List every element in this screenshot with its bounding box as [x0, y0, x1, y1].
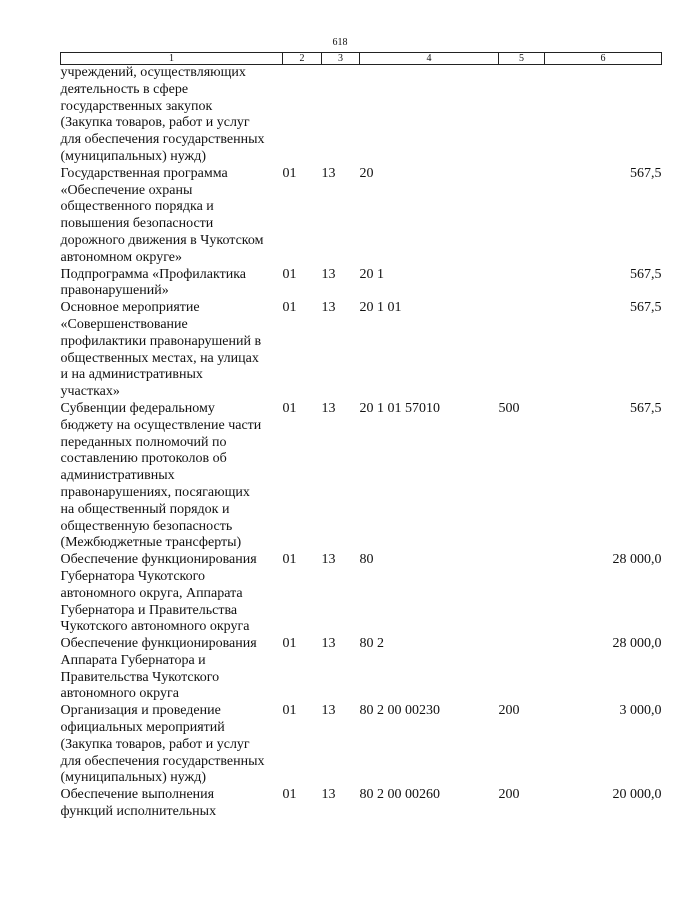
row-name-text: учреждений, осуществляющих деятельность в сфере государственных закупок (Закупка товаров, работ и услуг для обеспечения государственных (муниципальных) нужд): [60, 65, 265, 164]
row-target-article-code: 80 2 00 00260: [359, 787, 440, 803]
row-amount: 567,5: [630, 300, 662, 316]
table-row: [61, 401, 662, 552]
row-section-code: 01: [282, 266, 297, 282]
row-subsection-code: [322, 65, 360, 166]
row-section-code: 01: [282, 787, 297, 803]
row-section-code: 01: [282, 400, 297, 416]
table-row: [61, 636, 662, 703]
row-target-article-code: 80 2: [359, 636, 384, 652]
row-subsection-code: 13: [321, 787, 336, 803]
row-amount: 28 000,0: [612, 636, 662, 652]
row-amount: 567,5: [630, 400, 662, 416]
row-amount: 20 000,0: [612, 787, 662, 803]
row-subsection-code: 13: [321, 703, 336, 719]
row-name-text: Подпрограмма «Профилактика правонарушений»: [60, 266, 247, 299]
column-header-6: 6: [545, 53, 662, 65]
row-expense-type-code: 200: [498, 703, 520, 719]
column-header-3: 3: [322, 53, 360, 65]
row-name: [61, 166, 283, 267]
row-name: [61, 267, 283, 301]
row-name-text: Государственная программа «Обеспечение охраны общественного порядка и повышения безопасности дорожного движения в Чукотском автономном округе»: [60, 165, 264, 265]
column-header-4: 4: [360, 53, 499, 65]
row-subsection-code: 13: [321, 266, 336, 282]
row-section-code: 01: [282, 703, 297, 719]
table-row: [61, 552, 662, 636]
row-target-article-code: [360, 65, 499, 166]
table-row: [61, 166, 662, 267]
table-row: [61, 300, 662, 401]
row-subsection-code: 13: [321, 300, 336, 316]
row-name-text: Основное мероприятие «Совершенствование профилактики правонарушений в общественных местах, на улицах и на административных участках»: [60, 300, 262, 400]
row-name-text: Обеспечение функционирования Аппарата Губернатора и Правительства Чукотского автономного округа: [60, 636, 257, 702]
row-amount: 3 000,0: [619, 703, 662, 719]
row-subsection-code: 13: [321, 165, 336, 181]
row-name: [61, 401, 283, 552]
row-name-text: Обеспечение функционирования Губернатора Чукотского автономного округа, Аппарата Губернатора и Правительства Чукотского автономного округа: [60, 552, 257, 635]
table-row: [61, 65, 662, 166]
row-expense-type-code: [499, 267, 545, 301]
row-name: [61, 552, 283, 636]
budget-table: [60, 52, 662, 821]
row-name-text: Субвенции федеральному бюджету на осуществление части переданных полномочий по составлению протоколов об административных правонарушениях, посягающих на общественный порядок и общественную безопасность (Межбюджетные трансферты): [60, 400, 262, 551]
row-section-code: 01: [282, 552, 297, 568]
row-target-article-code: 80 2 00 00230: [359, 703, 440, 719]
row-target-article-code: 20: [359, 165, 374, 181]
row-name-text: Обеспечение выполнения функций исполнительных: [60, 787, 217, 820]
row-amount: 28 000,0: [612, 552, 662, 568]
page-number: 618: [332, 37, 348, 48]
row-section-code: 01: [282, 165, 297, 181]
table-row: [61, 703, 662, 787]
row-expense-type-code: 500: [498, 400, 520, 416]
column-header-2: 2: [283, 53, 322, 65]
row-expense-type-code: 200: [498, 787, 520, 803]
row-name: [61, 703, 283, 787]
row-subsection-code: 13: [321, 552, 336, 568]
row-name: [61, 787, 283, 821]
table-row: [61, 787, 662, 821]
row-amount: [545, 65, 662, 166]
row-target-article-code: 20 1 01: [359, 300, 402, 316]
row-target-article-code: 80: [359, 552, 374, 568]
row-name: [61, 65, 283, 166]
row-expense-type-code: [499, 300, 545, 401]
row-target-article-code: 20 1: [359, 266, 384, 282]
row-target-article-code: 20 1 01 57010: [359, 400, 440, 416]
row-name: [61, 300, 283, 401]
row-expense-type-code: [499, 65, 545, 166]
row-expense-type-code: [499, 636, 545, 703]
column-header-1: 1: [61, 53, 283, 65]
row-section-code: 01: [282, 636, 297, 652]
row-section-code: [283, 65, 322, 166]
row-name-text: Организация и проведение официальных мероприятий (Закупка товаров, работ и услуг для обеспечения государственных (муниципальных) нужд): [60, 703, 265, 786]
row-amount: 567,5: [630, 266, 662, 282]
column-header-row: [61, 53, 662, 65]
row-name: [61, 636, 283, 703]
row-subsection-code: 13: [321, 400, 336, 416]
column-header-5: 5: [499, 53, 545, 65]
row-subsection-code: 13: [321, 636, 336, 652]
row-expense-type-code: [499, 166, 545, 267]
row-amount: 567,5: [630, 165, 662, 181]
row-section-code: 01: [282, 300, 297, 316]
budget-sheet: [60, 52, 662, 821]
table-row: [61, 267, 662, 301]
row-expense-type-code: [499, 552, 545, 636]
